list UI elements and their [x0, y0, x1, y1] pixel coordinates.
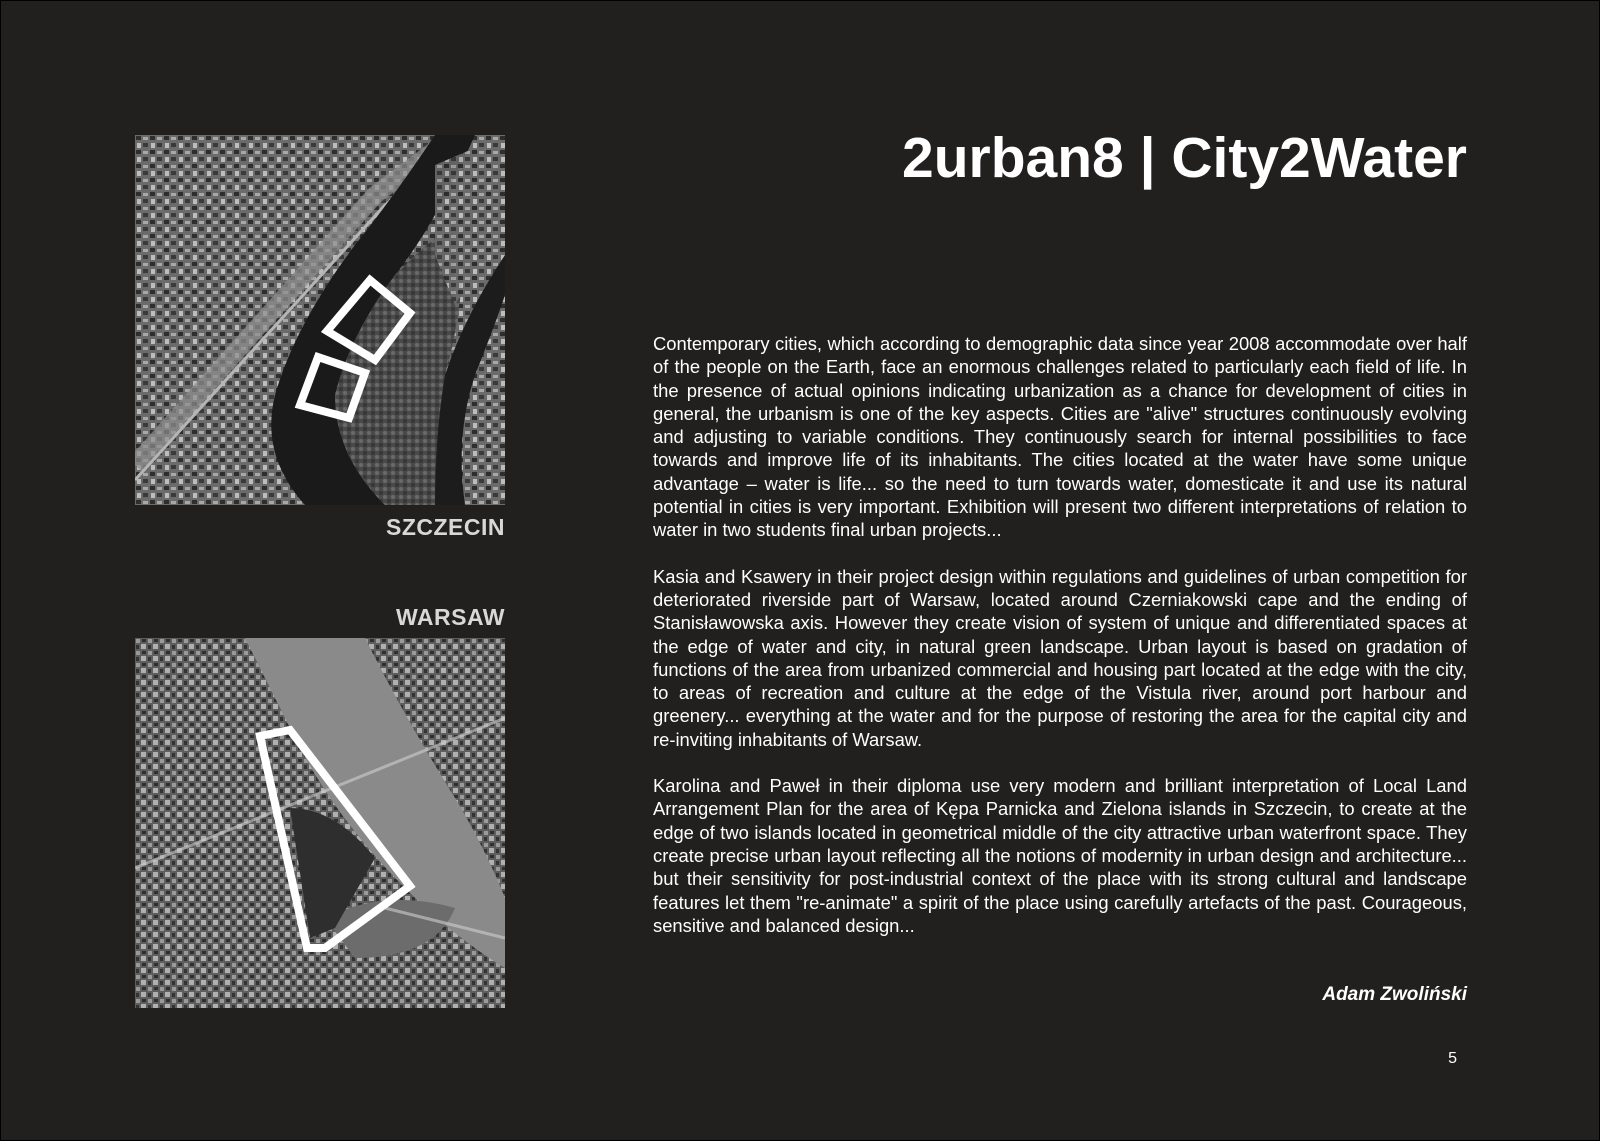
- paragraph-szczecin-project: Karolina and Paweł in their diploma use very modern and brilliant interpretation of Local Land Arrangement Plan for the area of Kępa Parnicka and Zielona islands in Szczecin, to create at the edge of two islands located in geometrical middle of the city attractive urban waterfront space. They create precise urban layout reflecting all the notions of modernity in urban design and architecture... but their sensitivity for post-industrial context of the place with its strong cultural and landscape features let them "re-animate" a spirit of the place using carefully artefacts of the past. Courageous, sensitive and balanced design...: [653, 775, 1467, 936]
- paragraph-warsaw-project: Kasia and Ksawery in their project design within regulations and guidelines of urban competition for deteriorated riverside part of Warsaw, located around Czerniakowski cape and the ending of Stanisławowska axis. However they create vision of system of unique and differentiated spaces at the edge of water and city, in natural green landscape. Urban layout is based on gradation of functions of the area from urbanized commercial and housing part located at the edge with the city, to areas of recreation and culture at the edge of the Vistula river, around port harbour and greenery... everything at the water and for the purpose of restoring the area for the capital city and re-inviting inhabitants of Warsaw.: [653, 565, 1467, 750]
- page-number: 5: [1448, 1050, 1457, 1067]
- warsaw-label: WARSAW: [395, 604, 505, 630]
- body-text: [653, 332, 1467, 960]
- szczecin-label: SZCZECIN: [386, 514, 505, 540]
- paragraph-intro: Contemporary cities, which according to demographic data since year 2008 accommodate over half of the people on the Earth, face an enormous challenges related to particularly each field of life. In the presence of actual opinions indicating urbanization as a chance for development of cities in general, the urbanism is one of the key aspects. Cities are "alive" structures continuously evolving and adjusting to variable conditions. They continuously search for internal possibilities to face towards and improve life of its inhabitants. The cities located at the water have some unique advantage – water is life... so the need to turn towards water, domesticate it and use its natural potential in cities is very important. Exhibition will present two different interpretations of relation to water in two students final urban projects...: [653, 333, 1467, 541]
- warsaw-aerial-map: [135, 638, 505, 1008]
- page-title: 2urban8 | City2Water: [902, 126, 1467, 190]
- szczecin-aerial-map: [135, 135, 505, 505]
- author-signature: Adam Zwoliński: [1322, 984, 1467, 1005]
